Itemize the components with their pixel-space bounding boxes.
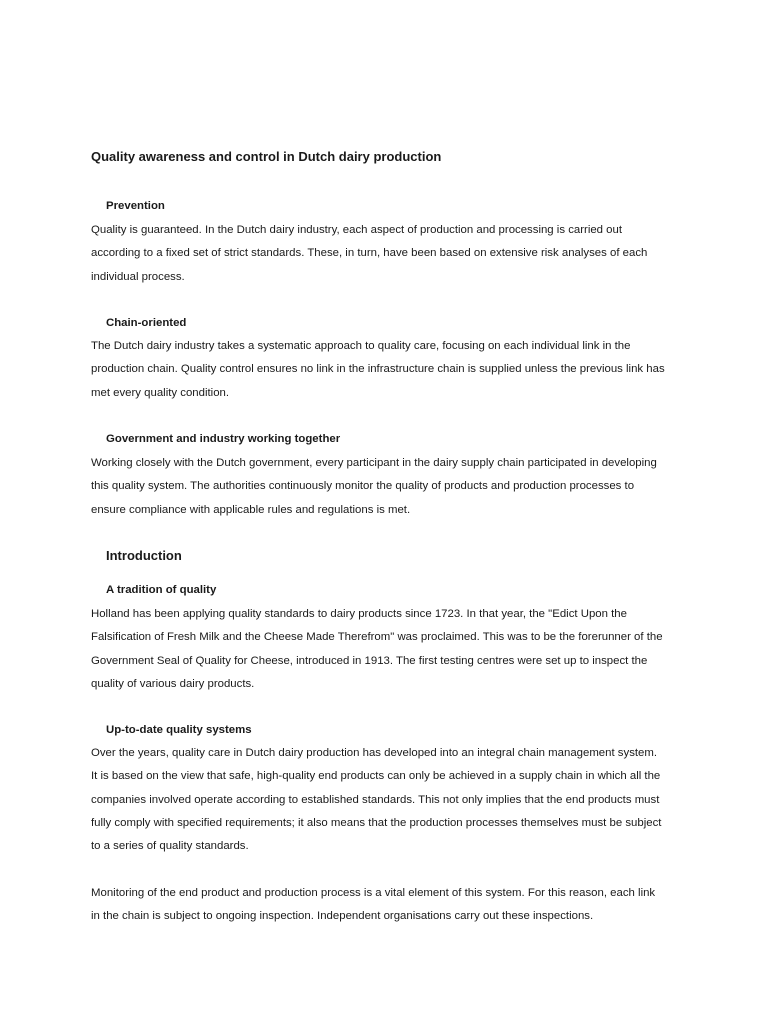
text-line: Working closely with the Dutch government, every participant in the dairy supply chain participated in developing — [91, 457, 657, 469]
text-line: It is based on the view that safe, high-quality end products can only be achieved in a supply chain in which all the — [91, 770, 661, 783]
text-line: production chain. Quality control ensures no link in the infrastructure chain is supplied unless the previous link has — [91, 363, 665, 376]
text-line: quality of various dairy products. — [91, 677, 255, 690]
section-heading-tradition: A tradition of quality — [106, 584, 217, 596]
section-heading-prevention: Prevention — [106, 200, 165, 212]
text-line: ensure compliance with applicable rules and regulations is met. — [91, 503, 411, 516]
introduction-heading: Introduction — [106, 548, 182, 563]
text-line: companies involved operate according to established standards. This not only implies that the end products must — [91, 793, 660, 806]
section-body-tradition — [91, 603, 691, 696]
section-body-chain-oriented — [91, 335, 691, 405]
text-line: in the chain is subject to ongoing inspection. Independent organisations carry out these inspections. — [91, 910, 594, 923]
text-line: Over the years, quality care in Dutch dairy production has developed into an integral chain management system. — [91, 747, 658, 759]
text-line: Holland has been applying quality standards to dairy products since 1723. In that year, the "Edict Upon the — [91, 608, 627, 620]
text-line: individual process. — [91, 270, 185, 283]
text-line: Quality is guaranteed. In the Dutch dairy industry, each aspect of production and processing is carried out — [91, 224, 623, 236]
text-line: Monitoring of the end product and production process is a vital element of this system. For this reason, each link — [91, 887, 656, 899]
section-body-prevention — [91, 219, 691, 289]
section-body-government-industry — [91, 452, 691, 522]
closing-paragraph — [91, 882, 691, 929]
text-line: met every quality condition. — [91, 386, 230, 399]
document-title: Quality awareness and control in Dutch dairy production — [91, 149, 442, 164]
text-line: this quality system. The authorities continuously monitor the quality of products and production processes to — [91, 480, 635, 493]
text-line: Government Seal of Quality for Cheese, introduced in 1913. The first testing centres were set up to inspect the — [91, 654, 648, 667]
section-heading-government-industry: Government and industry working together — [106, 433, 341, 445]
section-body-quality-systems — [91, 742, 691, 858]
text-line: The Dutch dairy industry takes a systematic approach to quality care, focusing on each individual link in the — [91, 340, 631, 352]
section-heading-quality-systems: Up-to-date quality systems — [106, 724, 252, 736]
text-line: according to a fixed set of strict standards. These, in turn, have been based on extensive risk analyses of each — [91, 247, 648, 260]
text-line: Falsification of Fresh Milk and the Cheese Made Therefrom" was proclaimed. This was to be the forerunner of the — [91, 631, 663, 644]
section-heading-chain-oriented: Chain-oriented — [106, 317, 187, 329]
text-line: to a series of quality standards. — [91, 840, 249, 853]
text-line: fully comply with specified requirements; it also means that the production processes themselves must be subject — [91, 816, 662, 829]
